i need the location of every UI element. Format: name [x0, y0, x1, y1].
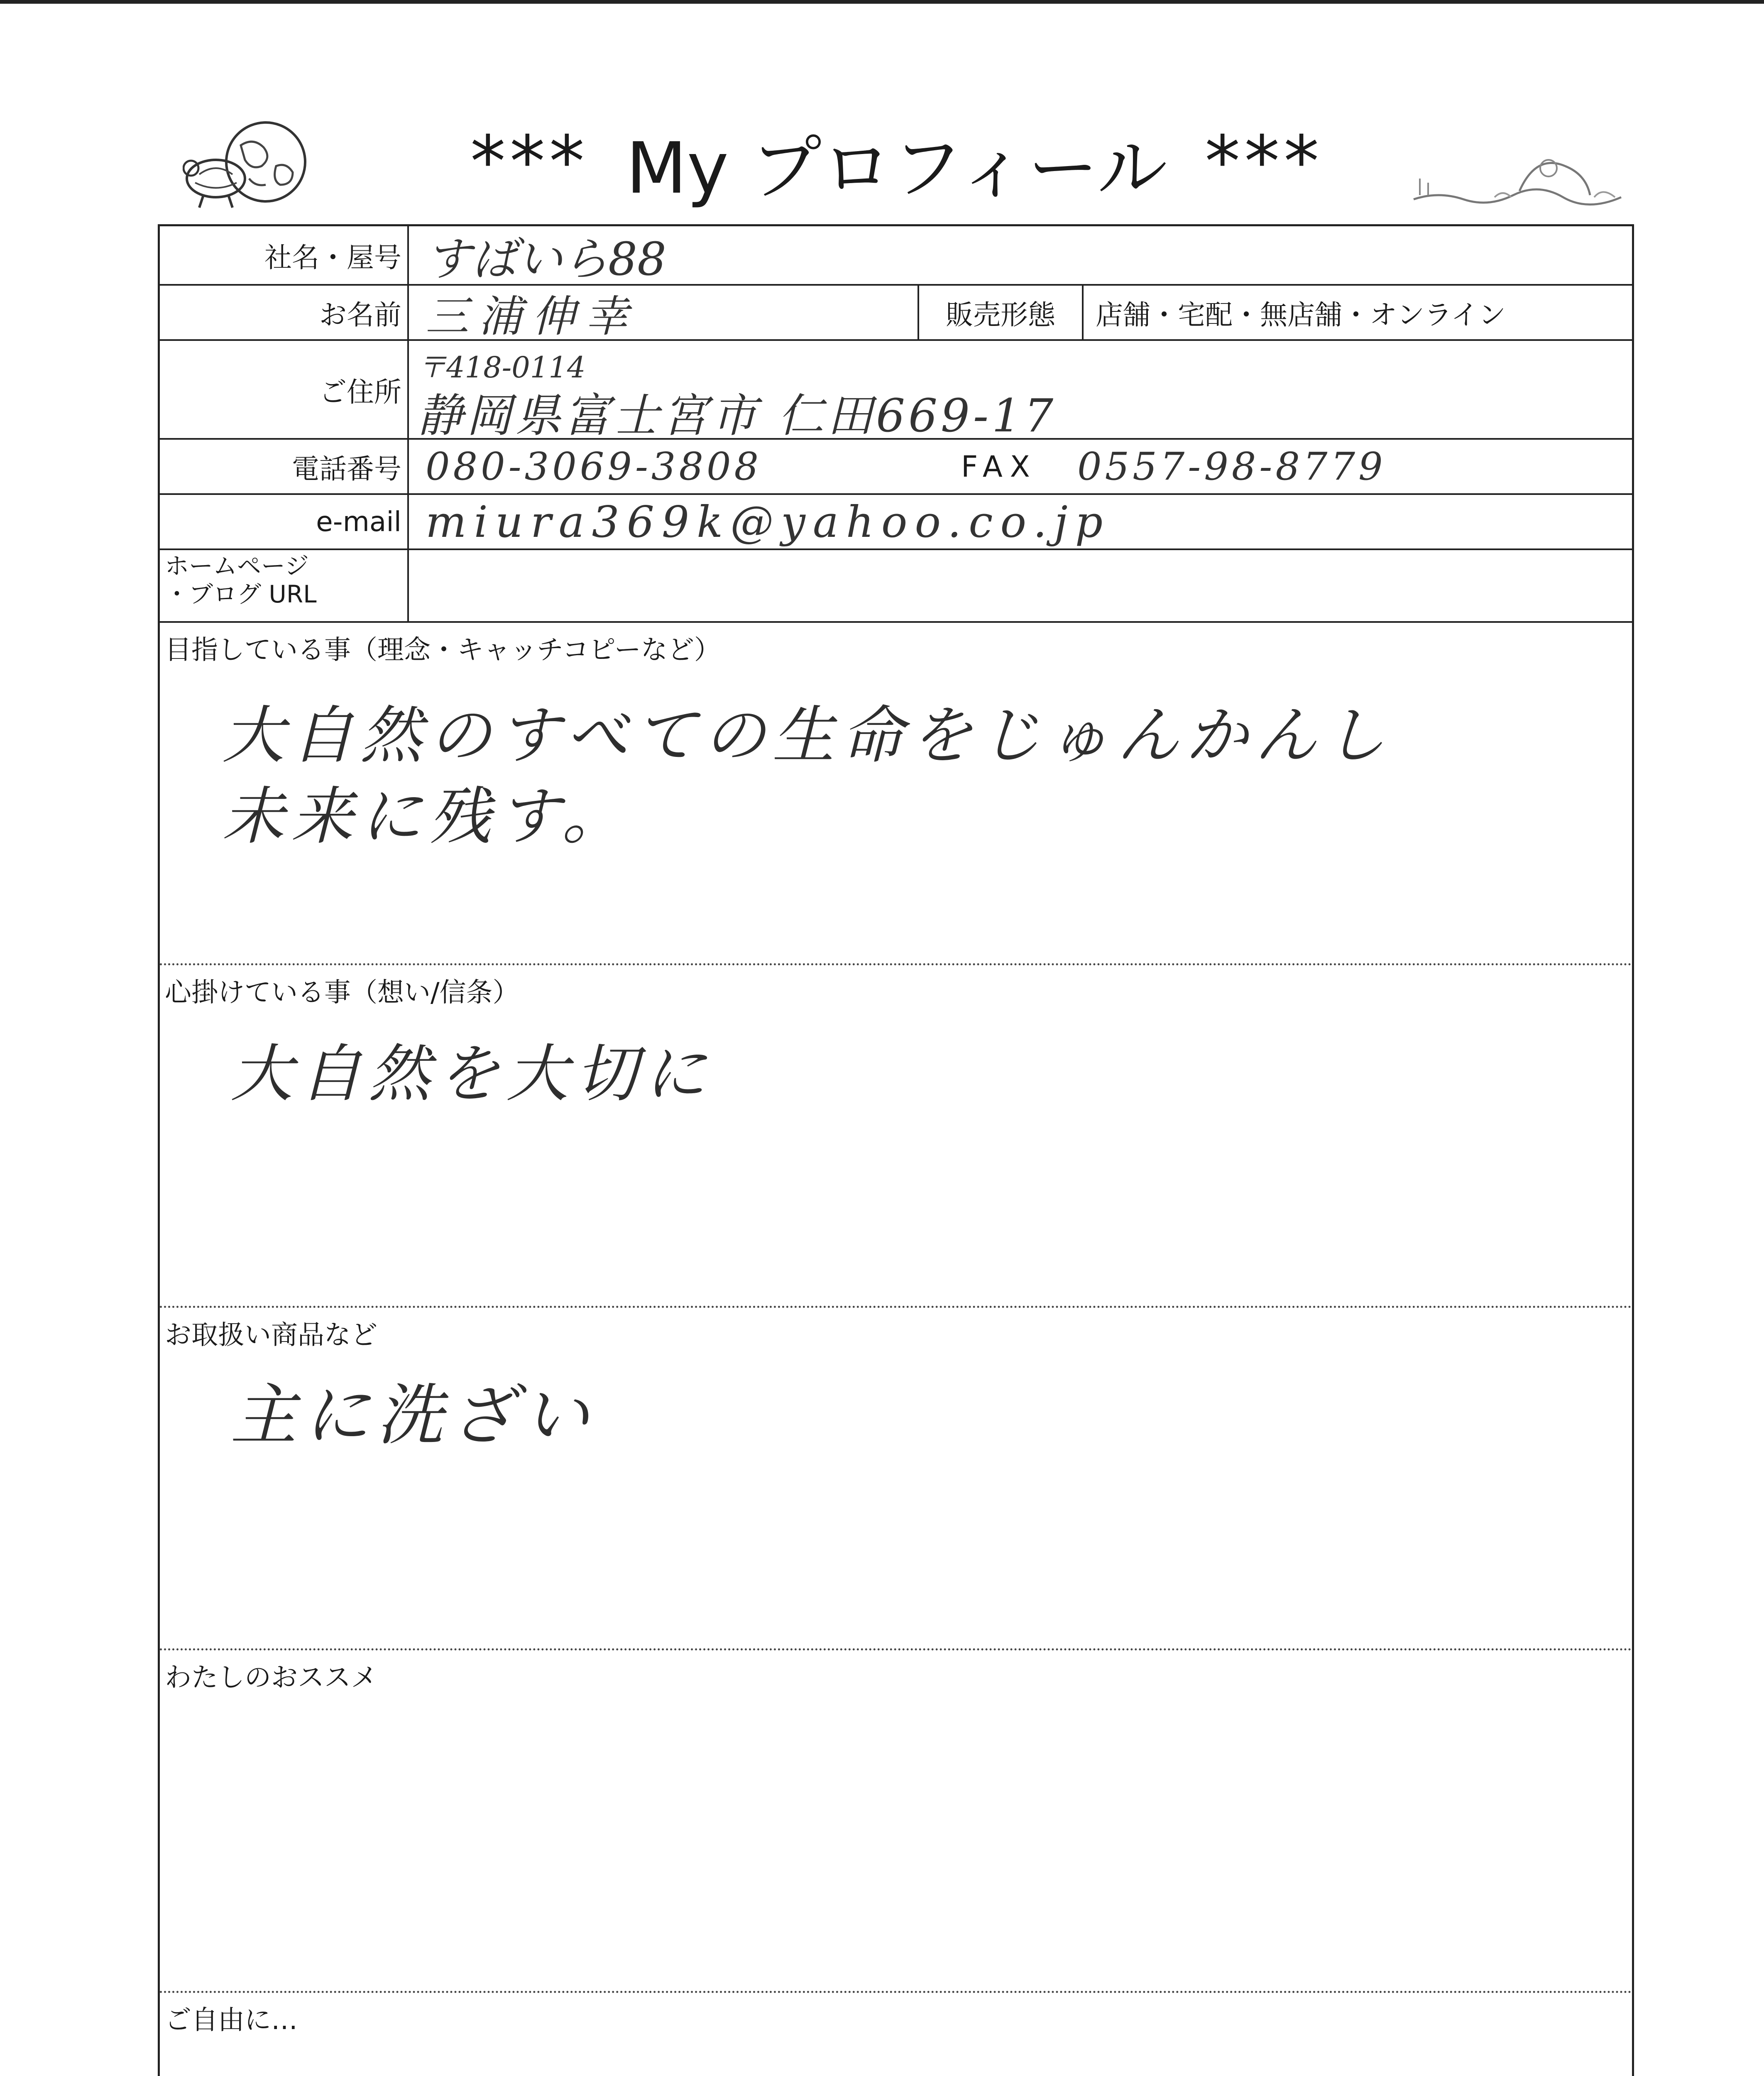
homepage-label-line1: ホームページ [165, 552, 309, 580]
homepage-value[interactable] [413, 550, 1632, 621]
homepage-label [160, 550, 409, 621]
email-row [160, 495, 1632, 550]
phone-row [160, 440, 1632, 495]
turtle-globe-icon [183, 116, 324, 216]
page-title [399, 120, 1395, 210]
homepage-label-line2: ・ブログ URL [165, 580, 317, 608]
name-value[interactable]: 三浦伸幸 [426, 291, 639, 342]
address-row [160, 341, 1632, 440]
goal-label: 目指している事（理念・キャッチコピーなど） [165, 635, 721, 666]
profile-form [158, 224, 1634, 2076]
recommend-label: わたしのおススメ [165, 1662, 377, 1693]
company-label: 社名・屋号 [160, 226, 409, 284]
company-value[interactable]: すばいら88 [426, 232, 666, 286]
sales-type-options[interactable]: 店舗・宅配・無店舗・オンライン [1096, 299, 1506, 331]
products-section [160, 1308, 1632, 1650]
recommend-section [160, 1650, 1632, 1993]
goal-text-line1[interactable]: 大自然のすべての生命をじゅんかんし [222, 700, 1393, 772]
name-row [160, 286, 1632, 341]
title-stars-left: *** [470, 121, 589, 203]
phone-label: 電話番号 [160, 440, 409, 493]
products-text[interactable]: 主に洗ざい [230, 1376, 596, 1454]
free-section [160, 1993, 1632, 2076]
goal-text-line2[interactable]: 未来に残す。 [222, 781, 631, 853]
mindset-label: 心掛けている事（想い/信条） [165, 977, 519, 1008]
landscape-sketch-icon [1412, 149, 1627, 212]
phone-value[interactable]: 080-3069-3808 [426, 444, 762, 489]
title-text: My プロフィール [626, 127, 1168, 210]
fax-label: FAX [961, 449, 1037, 484]
fax-value[interactable]: 0557-98-8779 [1077, 444, 1386, 489]
email-value[interactable]: miura369k@yahoo.co.jp [426, 496, 1111, 547]
goal-section [160, 623, 1632, 965]
mindset-text[interactable]: 大自然を大切に [230, 1038, 713, 1110]
page-header [0, 112, 1764, 212]
sales-type-label: 販売形態 [917, 286, 1084, 339]
company-row [160, 226, 1632, 286]
email-label: e-mail [160, 495, 409, 548]
products-label: お取扱い商品など [165, 1320, 377, 1351]
address-label: ご住所 [160, 341, 409, 438]
free-label: ご自由に… [165, 2005, 298, 2036]
title-stars-right: *** [1205, 121, 1324, 203]
homepage-row [160, 550, 1632, 623]
name-label: お名前 [160, 286, 409, 339]
mindset-section [160, 965, 1632, 1308]
postal-code-value[interactable]: 〒418-0114 [417, 350, 586, 384]
address-value[interactable]: 静岡県富士宮市 仁田669-17 [417, 389, 1057, 442]
top-border-line [0, 0, 1764, 4]
